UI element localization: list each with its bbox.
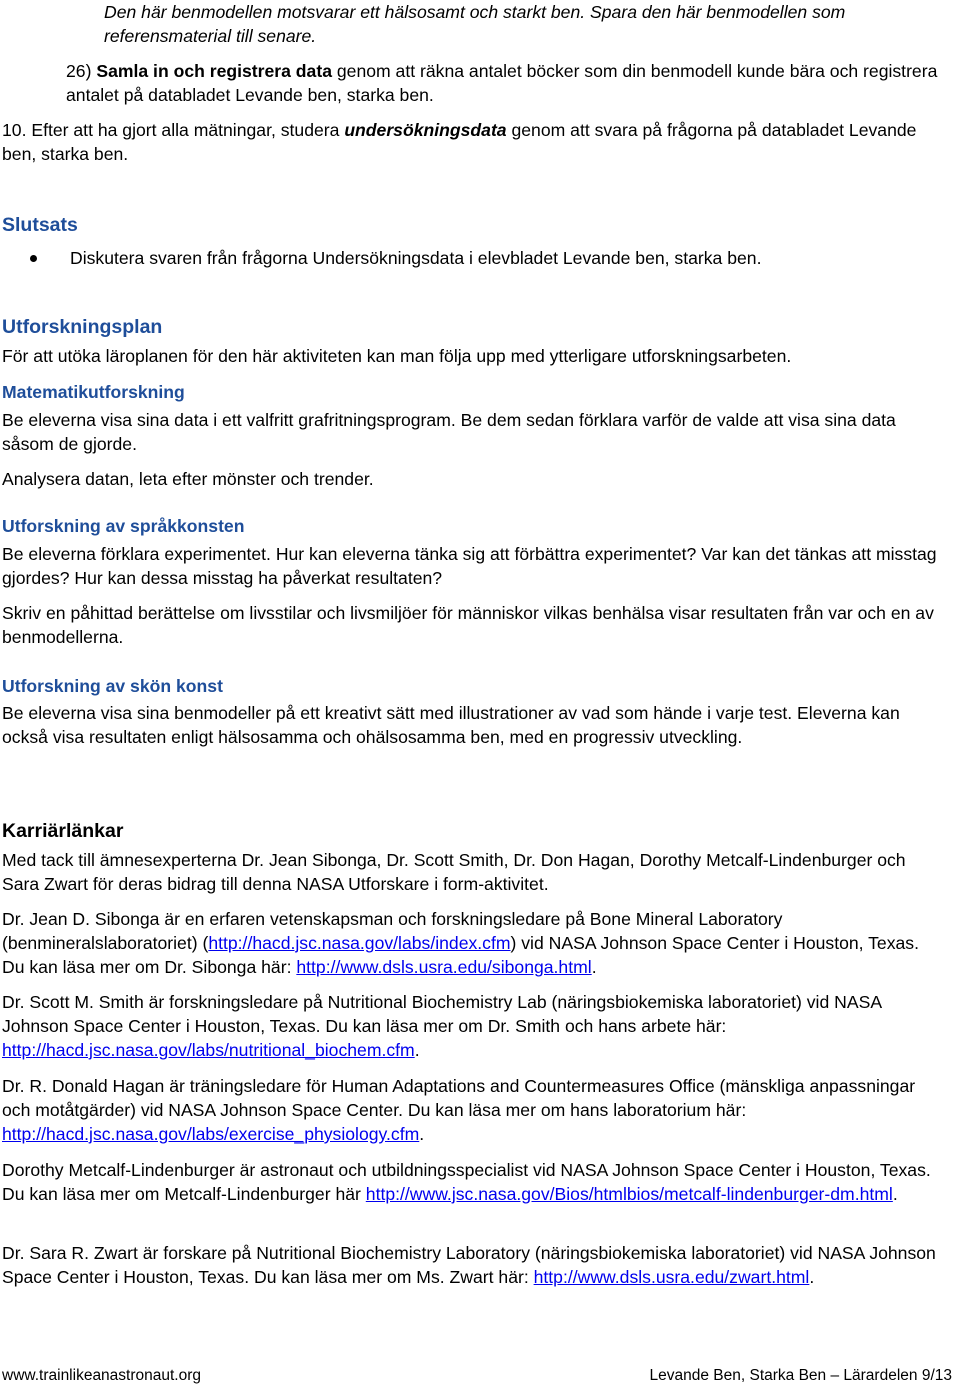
matematik-p1: Be eleverna visa sina data i ett valfritt grafritningsprogram. Be dem sedan förklara varför de valde att visa sina data såsom de gjorde. <box>2 410 896 454</box>
bio-sibonga-a: Dr. Jean D. Sibonga är en erfaren vetenskapsman och forskningsledare på Bone Mineral Laboratory (benmineralslaboratoriet) ( <box>2 909 783 953</box>
sprak-p1: Be eleverna förklara experimentet. Hur kan eleverna tänka sig att förbättra experimentet? Var kan det tänkas att misstag gjordes? Hur kan dessa misstag ha påverkat resultaten? <box>2 544 937 588</box>
konst-p1: Be eleverna visa sina benmodeller på ett kreativt sätt med illustrationer av vad som hände i varje test. Eleverna kan också visa resultaten enligt hälsosamma och ohälsosamma ben, med en progressiv utveckling. <box>2 703 900 747</box>
link-bone-lab[interactable]: http://hacd.jsc.nasa.gov/labs/index.cfm <box>208 933 511 953</box>
link-metcalf[interactable]: http://www.jsc.nasa.gov/Bios/htmlbios/metcalf-lindenburger-dm.html <box>365 1184 893 1204</box>
section-heading-karriar: Karriärlänkar <box>2 820 124 842</box>
bullet-icon <box>30 255 37 262</box>
step-10 <box>2 118 942 166</box>
section-heading-konst: Utforskning av skön konst <box>2 676 223 696</box>
step-10-number: 10. <box>2 120 27 140</box>
section-heading-sprak: Utforskning av språkkonsten <box>2 516 245 536</box>
bio-sibonga <box>2 907 942 979</box>
list-item <box>30 246 942 270</box>
step-26-number: 26) <box>66 61 92 81</box>
link-exercise-lab[interactable]: http://hacd.jsc.nasa.gov/labs/exercise_physiology.cfm <box>2 1124 420 1144</box>
bio-zwart-b: . <box>809 1267 815 1287</box>
footer-website: www.trainlikeanastronaut.org <box>2 1367 202 1384</box>
link-sibonga[interactable]: http://www.dsls.usra.edu/sibonga.html <box>296 957 592 977</box>
bio-metcalf-b: . <box>892 1184 898 1204</box>
bio-smith-a: Dr. Scott M. Smith är forskningsledare på Nutritional Biochemistry Lab (näringsbiokemiska laboratoriet) vid NASA Johnson Space Center i Houston, Texas. Du kan läsa mer om Dr. Smith och hans arbete här: <box>2 992 882 1036</box>
bio-hagan-b: . <box>419 1124 425 1144</box>
bio-sibonga-b: ) vid NASA Johnson Space Center i Houston, Texas. Du kan läsa mer om Dr. Sibonga här: <box>2 933 919 977</box>
step-26 <box>66 59 942 107</box>
link-zwart[interactable]: http://www.dsls.usra.edu/zwart.html <box>533 1267 810 1287</box>
bio-metcalf-a: Dorothy Metcalf-Lindenburger är astronaut och utbildningsspecialist vid NASA Johnson Space Center i Houston, Texas. Du kan läsa mer om Metcalf-Lindenburger här <box>2 1160 931 1204</box>
step-10-bold-italic: undersökningsdata <box>344 120 507 140</box>
bio-zwart <box>2 1241 942 1289</box>
utforskningsplan-text: För att utöka läroplanen för den här aktiviteten kan man följa upp med ytterligare utforskningsarbeten. <box>2 346 792 366</box>
step-26-text: genom att räkna antalet böcker som din benmodell kunde bära och registrera antalet på databladet Levande ben, starka ben. <box>66 61 938 105</box>
step-10-pre: Efter att ha gjort alla mätningar, studera <box>26 120 345 140</box>
bio-hagan <box>2 1074 942 1146</box>
matematik-p2: Analysera datan, leta efter mönster och trender. <box>2 469 374 489</box>
bio-metcalf <box>2 1158 942 1206</box>
step-10-post: genom att svara på frågorna på databladet Levande ben, starka ben. <box>2 120 917 164</box>
sprak-p2: Skriv en påhittad berättelse om livsstilar och livsmiljöer för människor vilkas benhälsa visar resultaten från var och en av benmodellerna. <box>2 603 934 647</box>
karriar-intro: Med tack till ämnesexperterna Dr. Jean Sibonga, Dr. Scott Smith, Dr. Don Hagan, Dorothy Metcalf-Lindenburger och Sara Zwart för deras bidrag till denna NASA Utforskare i form-aktivitet. <box>2 850 906 894</box>
section-heading-utforskningsplan: Utforskningsplan <box>2 316 163 338</box>
link-nutrition-lab[interactable]: http://hacd.jsc.nasa.gov/labs/nutritional_biochem.cfm <box>2 1040 415 1060</box>
intro-note: Den här benmodellen motsvarar ett hälsosamt och starkt ben. Spara den här benmodellen som referensmaterial till senare. <box>104 2 846 46</box>
section-heading-matematik: Matematikutforskning <box>2 382 185 402</box>
bullet-text: Diskutera svaren från frågorna Undersökningsdata i elevbladet Levande ben, starka ben. <box>70 248 762 268</box>
bio-sibonga-c: . <box>591 957 597 977</box>
footer-page-info: Levande Ben, Starka Ben – Lärardelen 9/13 <box>649 1367 952 1384</box>
bio-smith <box>2 990 942 1062</box>
bio-hagan-a: Dr. R. Donald Hagan är träningsledare för Human Adaptations and Countermeasures Office (mänskliga anpassningar och motåtgärder) vid NASA Johnson Space Center. Du kan läsa mer om hans laboratorium här: <box>2 1076 916 1120</box>
bio-smith-b: . <box>414 1040 420 1060</box>
bio-zwart-a: Dr. Sara R. Zwart är forskare på Nutritional Biochemistry Laboratory (näringsbiokemiska laboratoriet) vid NASA Johnson Space Center i Houston, Texas. Du kan läsa mer om Ms. Zwart här: <box>2 1243 936 1287</box>
section-heading-slutsats: Slutsats <box>2 214 78 236</box>
step-26-bold: Samla in och registrera data <box>96 61 332 81</box>
